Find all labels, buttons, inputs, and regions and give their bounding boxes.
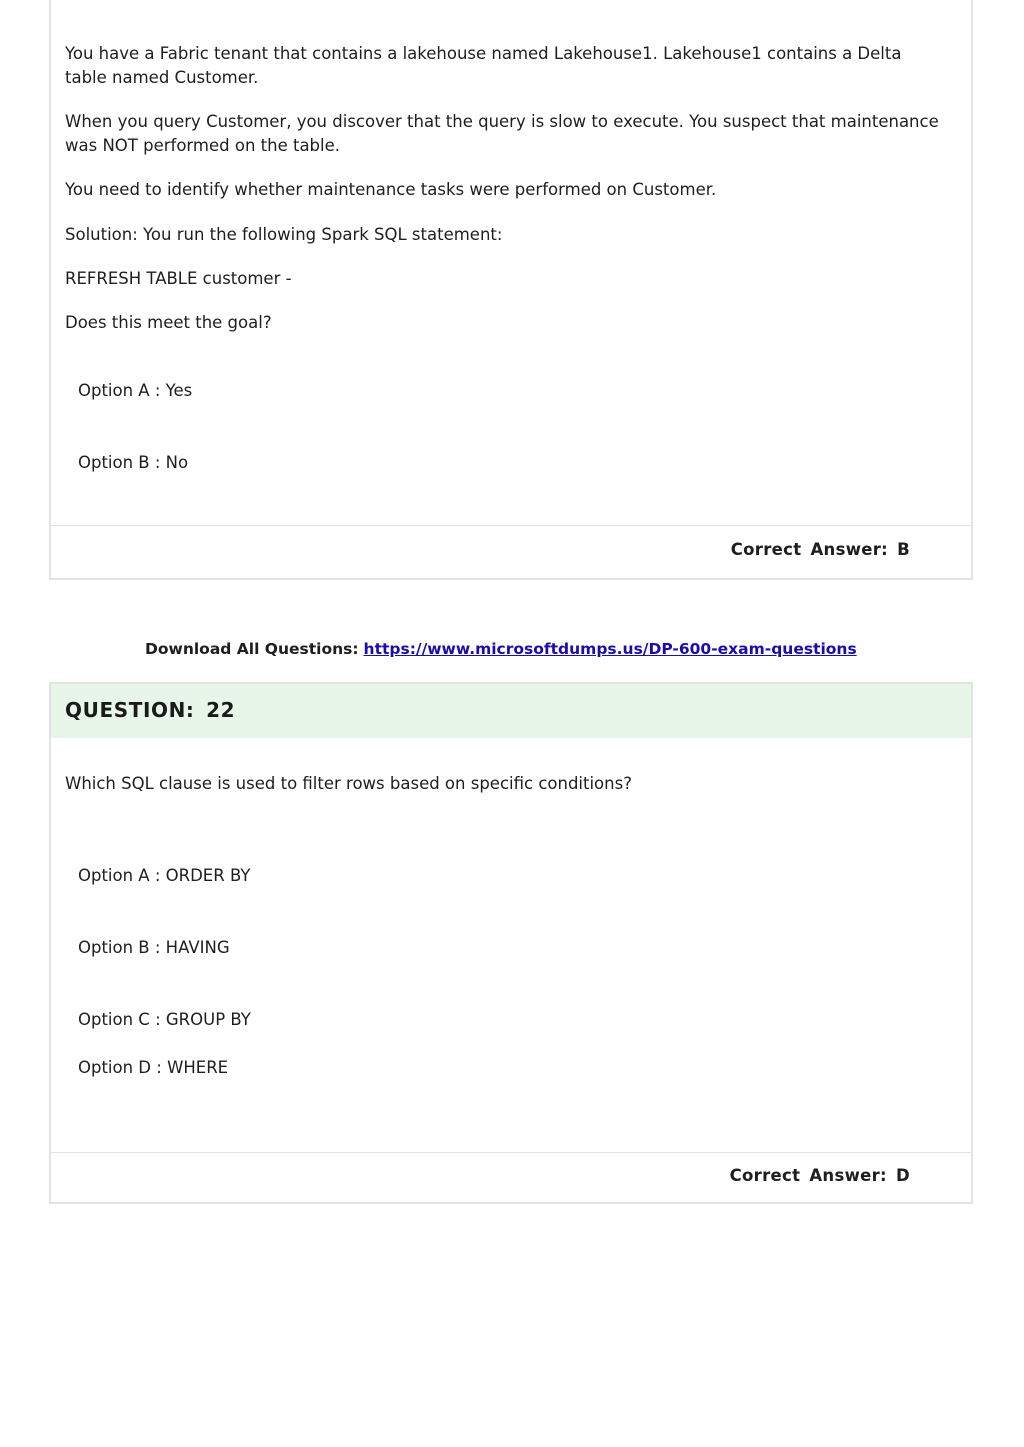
option-a: Option A : Yes bbox=[78, 381, 193, 400]
answer-row bbox=[51, 525, 971, 579]
download-link[interactable]: https://www.microsoftdumps.us/DP-600-exam-questions bbox=[363, 640, 857, 658]
option-a: Option A : ORDER BY bbox=[78, 866, 251, 885]
question-paragraph: When you query Customer, you discover that the query is slow to execute. You suspect that maintenance was NOT performed on the table. bbox=[65, 112, 939, 155]
option-b: Option B : No bbox=[78, 453, 189, 472]
sql-statement: REFRESH TABLE customer - bbox=[65, 269, 292, 288]
download-line bbox=[145, 640, 857, 658]
correct-answer: Correct Answer: D bbox=[729, 1166, 910, 1185]
option-d: Option D : WHERE bbox=[78, 1058, 229, 1077]
question-paragraph: You have a Fabric tenant that contains a lakehouse named Lakehouse1. Lakehouse1 contains a Delta table named Customer. bbox=[65, 44, 902, 87]
question-title: QUESTION: 22 bbox=[65, 698, 236, 722]
correct-answer: Correct Answer: B bbox=[730, 540, 910, 559]
option-c: Option C : GROUP BY bbox=[78, 1010, 251, 1029]
question-prompt: Does this meet the goal? bbox=[65, 313, 272, 332]
question-paragraph: You need to identify whether maintenance tasks were performed on Customer. bbox=[65, 180, 717, 199]
question-card-21 bbox=[49, 0, 973, 580]
download-label: Download All Questions: bbox=[145, 640, 359, 658]
question-paragraph: Solution: You run the following Spark SQL statement: bbox=[65, 225, 503, 244]
answer-row bbox=[51, 1152, 971, 1203]
question-card-22 bbox=[49, 682, 973, 1204]
option-b: Option B : HAVING bbox=[78, 938, 230, 957]
question-header bbox=[51, 684, 971, 738]
question-prompt: Which SQL clause is used to filter rows based on specific conditions? bbox=[65, 774, 632, 793]
